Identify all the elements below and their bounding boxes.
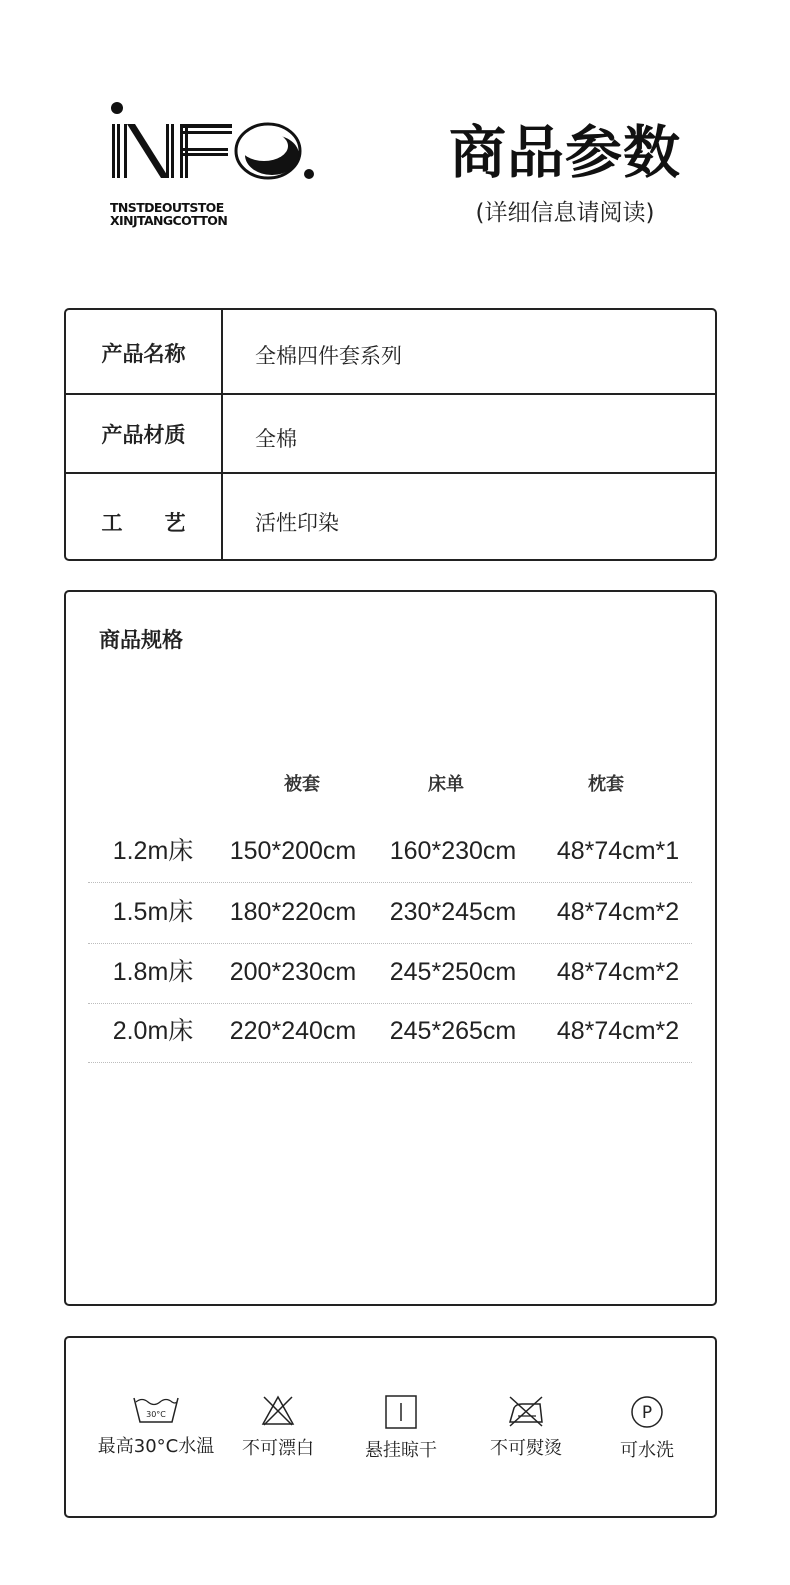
- col-header-sheet: 床单: [428, 774, 464, 795]
- brand-sub-line-2: XINJTANGCOTTON: [110, 213, 228, 228]
- pillow-cell: 48*74cm*2: [556, 1017, 680, 1045]
- care-item: [213, 1394, 343, 1460]
- care-item: [336, 1394, 466, 1462]
- hang-dry-icon: [384, 1394, 418, 1430]
- spec-row: [88, 883, 692, 944]
- care-item: [461, 1394, 591, 1460]
- dry-clean-letter: P: [641, 1403, 653, 1423]
- sheet-cell: 245*265cm: [389, 1017, 517, 1045]
- care-label: 不可熨烫: [490, 1438, 562, 1459]
- care-label: 不可漂白: [242, 1438, 314, 1459]
- size-cell: 1.8m床: [112, 958, 194, 986]
- pillow-cell: 48*74cm*1: [556, 837, 680, 865]
- info-row-material: [66, 395, 715, 474]
- product-info-table: [64, 308, 717, 561]
- info-value: 全棉四件套系列: [255, 344, 402, 368]
- care-item: [582, 1394, 712, 1462]
- pillow-cell: 48*74cm*2: [556, 898, 680, 926]
- brand-sub-line-1: TNSTDEOUTSTOE: [110, 200, 224, 215]
- size-cell: 1.5m床: [112, 898, 194, 926]
- care-label: 可水洗: [620, 1440, 674, 1461]
- col-header-duvet: 被套: [284, 774, 320, 795]
- spec-row: [88, 943, 692, 1004]
- pillow-cell: 48*74cm*2: [556, 958, 680, 986]
- care-label: 最高30°C水温: [97, 1436, 215, 1457]
- info-label: [66, 507, 221, 537]
- spec-row: [88, 822, 692, 883]
- page-title: 商品参数: [449, 120, 681, 186]
- spec-title: 商品规格: [99, 628, 183, 652]
- info-label: 产品名称: [101, 342, 186, 366]
- duvet-cell: 200*230cm: [229, 958, 357, 986]
- wash-30-icon: [132, 1394, 180, 1426]
- care-instructions-panel: [64, 1336, 717, 1518]
- spec-row: [88, 1002, 692, 1063]
- page-subtitle: (详细信息请阅读): [475, 200, 655, 226]
- info-logo-mark: [110, 102, 320, 197]
- sheet-cell: 230*245cm: [389, 898, 517, 926]
- duvet-cell: 220*240cm: [229, 1017, 357, 1045]
- col-header-pillow: 枕套: [588, 774, 624, 795]
- sheet-cell: 160*230cm: [389, 837, 517, 865]
- sheet-cell: 245*250cm: [389, 958, 517, 986]
- duvet-cell: 180*220cm: [229, 898, 357, 926]
- info-row-process: [66, 474, 715, 559]
- no-bleach-icon: [260, 1394, 296, 1428]
- size-cell: 2.0m床: [112, 1017, 194, 1045]
- brand-logo: [110, 102, 320, 232]
- no-iron-icon: [506, 1394, 546, 1428]
- info-label-char: 艺: [164, 511, 186, 535]
- size-cell: 1.2m床: [112, 837, 194, 865]
- care-item: [91, 1394, 221, 1458]
- dry-clean-p-icon: [629, 1394, 665, 1430]
- spec-panel: [64, 590, 717, 1306]
- info-label-char: 工: [101, 511, 123, 535]
- info-label: 产品材质: [101, 423, 186, 447]
- info-value: 活性印染: [255, 511, 339, 535]
- info-value: 全棉: [255, 427, 297, 451]
- wash-temp-text: 30°C: [146, 1410, 166, 1419]
- duvet-cell: 150*200cm: [229, 837, 357, 865]
- care-label: 悬挂晾干: [365, 1440, 437, 1461]
- info-row-name: [66, 310, 715, 395]
